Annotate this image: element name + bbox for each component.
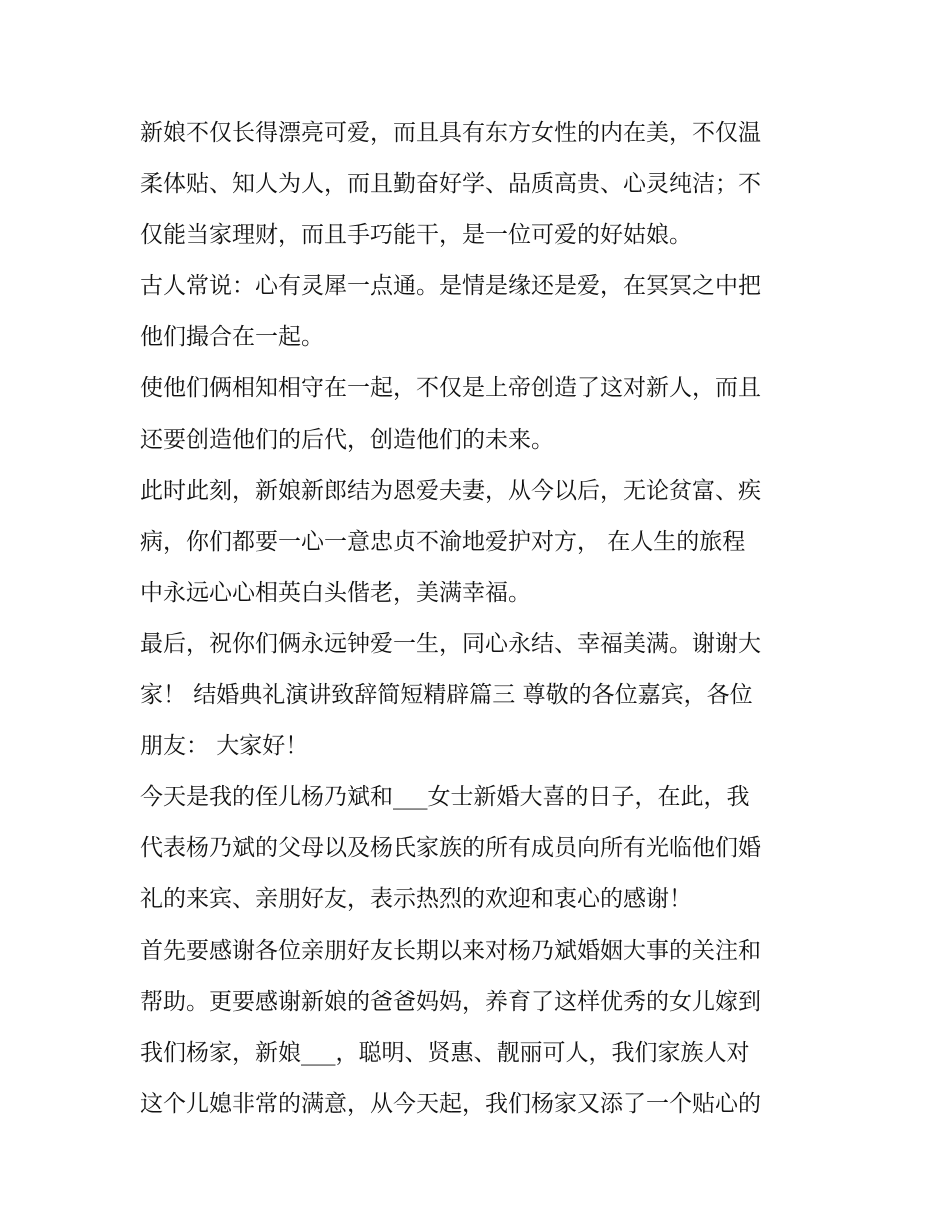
text-line: 此时此刻，新娘新郎结为恩爱夫妻，从今以后，无论贫富、疾 bbox=[140, 477, 761, 504]
text-line: 今天是我的侄儿杨乃斌和___女士新婚大喜的日子，在此，我 bbox=[140, 784, 750, 811]
text-line: 最后，祝你们俩永远钟爱一生，同心永结、幸福美满。谢谢大 bbox=[140, 630, 761, 657]
text-line: 新娘不仅长得漂亮可爱，而且具有东方女性的内在美，不仅温 bbox=[140, 120, 761, 146]
text-line: 首先要感谢各位亲朋好友长期以来对杨乃斌婚姻大事的关注和 bbox=[140, 937, 761, 964]
text-line: 我们杨家，新娘___，聪明、贤惠、靓丽可人，我们家族人对 bbox=[140, 1039, 750, 1066]
text-line: 使他们俩相知相守在一起，不仅是上帝创造了这对新人，而且 bbox=[140, 375, 761, 402]
document-body bbox=[140, 108, 820, 1130]
text-line: 家！ 结婚典礼演讲致辞简短精辟篇三 尊敬的各位嘉宾，各位 bbox=[140, 682, 753, 709]
text-line: 朋友： 大家好！ bbox=[140, 733, 309, 760]
text-line: 代表杨乃斌的父母以及杨氏家族的所有成员向所有光临他们婚 bbox=[140, 835, 761, 862]
text-line: 这个儿媳非常的满意，从今天起，我们杨家又添了一个贴心的 bbox=[140, 1090, 761, 1117]
text-line: 仅能当家理财，而且手巧能干，是一位可爱的好姑娘。 bbox=[140, 222, 692, 249]
text-line: 中永远心心相英白头偕老，美满幸福。 bbox=[140, 579, 531, 606]
text-line: 古人常说：心有灵犀一点通。是情是缘还是爱，在冥冥之中把 bbox=[140, 273, 761, 300]
text-line: 病，你们都要一心一意忠贞不渝地爱护对方， 在人生的旅程 bbox=[140, 528, 746, 555]
text-line: 柔体贴、知人为人，而且勤奋好学、品质高贵、心灵纯洁；不 bbox=[140, 171, 761, 198]
text-line: 帮助。更要感谢新娘的爸爸妈妈，养育了这样优秀的女儿嫁到 bbox=[140, 988, 761, 1015]
text-line: 还要创造他们的后代，创造他们的未来。 bbox=[140, 426, 554, 453]
text-line: 他们撮合在一起。 bbox=[140, 324, 324, 351]
text-line: 礼的来宾、亲朋好友，表示热烈的欢迎和衷心的感谢！ bbox=[140, 886, 692, 913]
